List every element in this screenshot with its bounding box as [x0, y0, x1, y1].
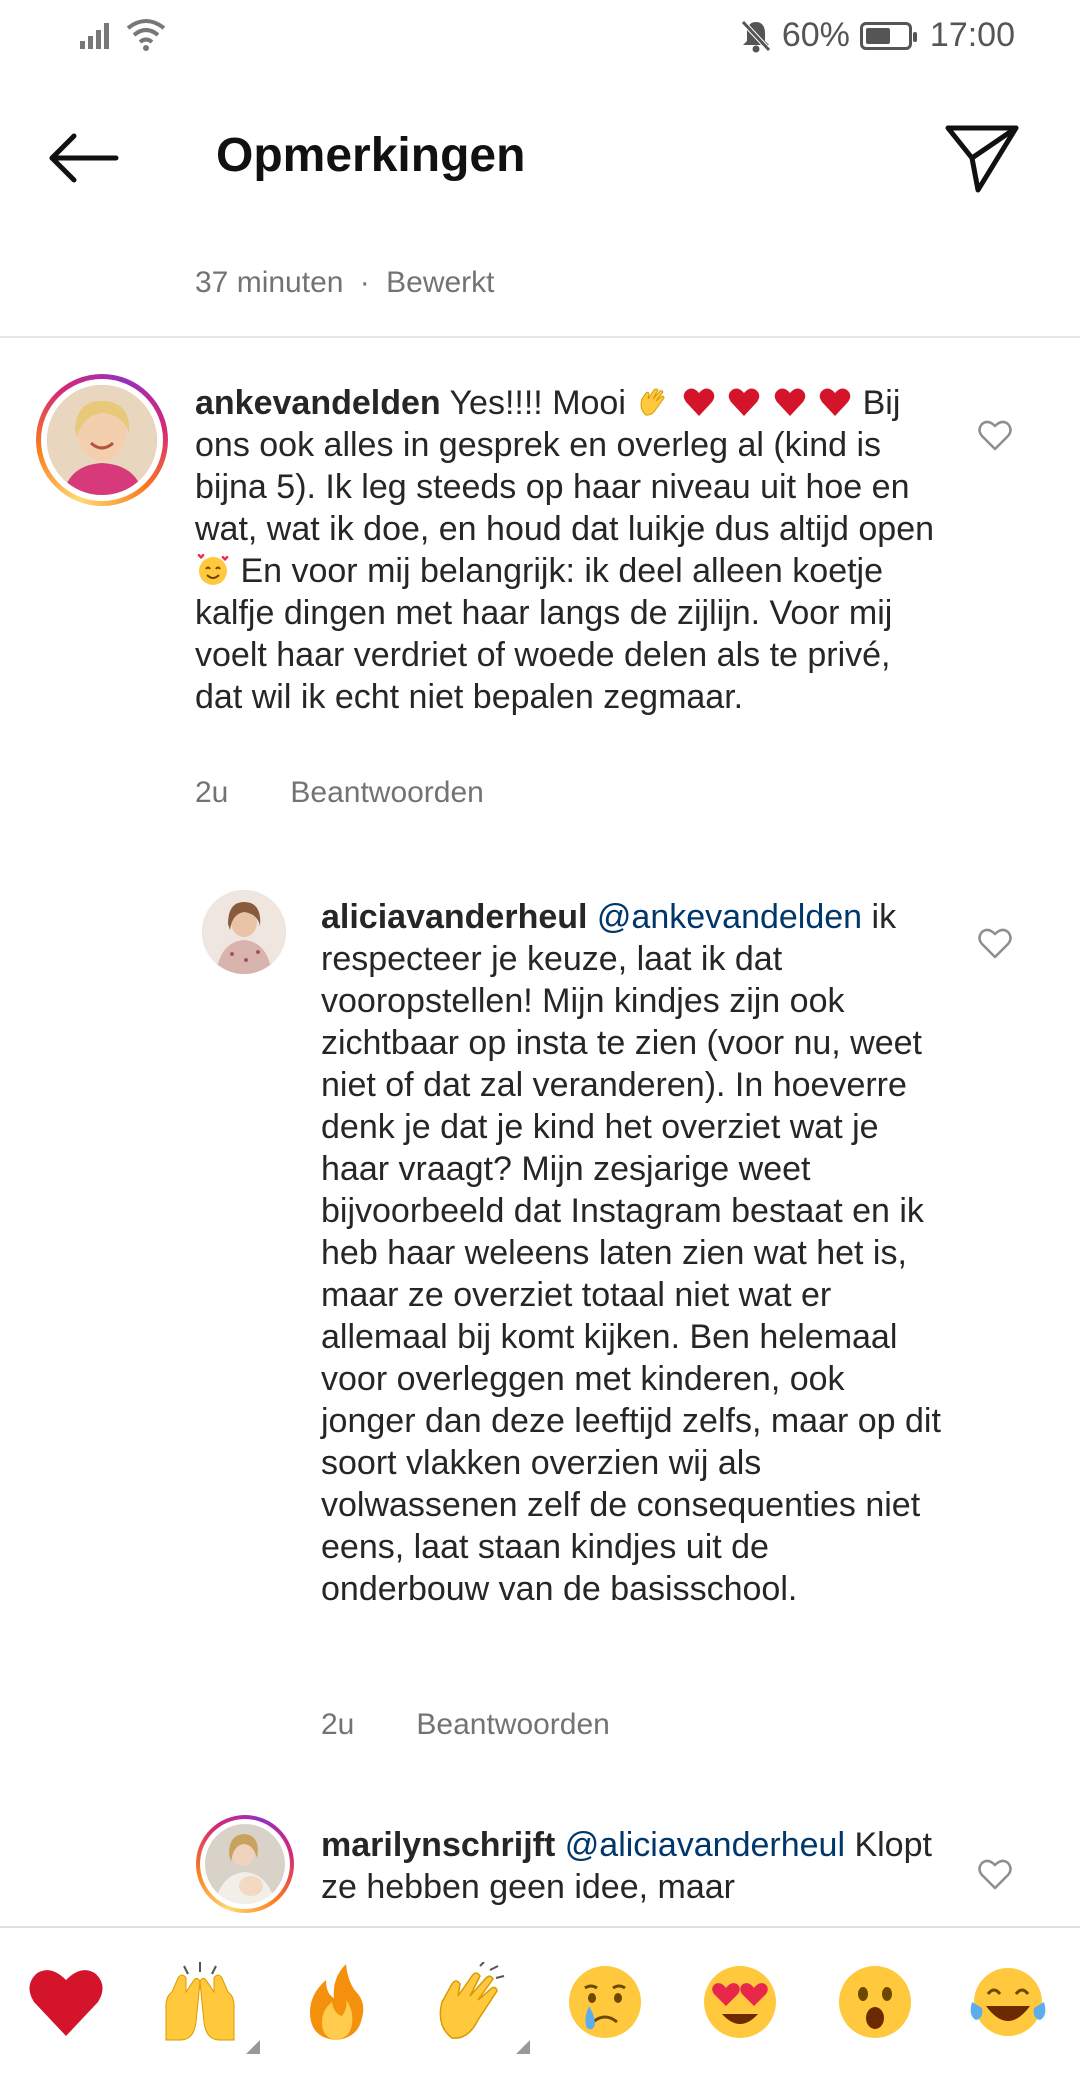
quick-reaction-bar: [0, 1926, 1080, 2095]
smiling-face-with-hearts-icon: [196, 553, 230, 587]
battery-icon: [860, 22, 912, 50]
comment-item: [0, 1815, 1080, 1926]
reply-button[interactable]: Beantwoorden: [290, 776, 484, 809]
red-heart-icon: [682, 385, 716, 419]
clapping-hands-icon: [430, 1962, 510, 2042]
mute-bell-icon: [740, 19, 772, 53]
header: [0, 76, 1080, 246]
profile-photo: [202, 890, 286, 974]
comment-username[interactable]: aliciavanderheul: [321, 898, 588, 936]
comment-text: En voor mij belangrijk: ik deel alleen koetje kalfje dingen met haar langs de zijlijn. Voor mij voelt haar verdriet of woede delen als te privé, dat wil ik echt niet bepalen zegmaar.: [195, 552, 893, 716]
signal-icon: [80, 21, 114, 49]
fire-reaction-icon[interactable]: [296, 1962, 376, 2042]
avatar[interactable]: [36, 374, 168, 506]
like-heart-icon[interactable]: [977, 926, 1013, 960]
comment-text: Bij ons ook alles in gesprek en overleg al (kind is bijna 5). Ik leg steeds op haar niveau uit hoe en wat, wat ik doe, en houd dat luikje dus altijd open: [195, 384, 935, 548]
comment-meta: [195, 776, 484, 810]
comment-body: [195, 382, 935, 718]
surprised-face-reaction-icon[interactable]: [835, 1962, 915, 2042]
profile-photo: [47, 385, 157, 495]
heart-eyes-reaction-icon[interactable]: [700, 1962, 780, 2042]
mention-link[interactable]: @aliciavanderheul: [564, 1826, 845, 1864]
skin-tone-indicator: [516, 2040, 530, 2054]
heart-reaction-icon[interactable]: [26, 1962, 106, 2042]
skin-tone-indicator: [246, 2040, 260, 2054]
comment-text: ik respecteer je keuze, laat ik dat vooropstellen! Mijn kindjes zijn ook zichtbaar op insta te zien (voor nu, weet niet of dat zal veranderen). In hoeverre denk je dat je kind het overziet wat je haar vraagt? Mijn zesjarige weet bijvoorbeeld dat Instagram bestaat en ik heb haar weleens laten zien wat het is, maar ze overziet totaal niet wat er allemaal bij komt kijken. Ben helemaal voor overleggen met kinderen, ook jonger dan deze leeftijd zelfs, maar op dit soort vlakken overzien wij als volwassenen zelf de consequenties niet eens, laat staan kindjes uit de onderbouw van de basisschool.: [321, 898, 941, 1608]
clapping-hands-icon: [636, 385, 670, 419]
laughing-tears-reaction-icon[interactable]: [968, 1962, 1048, 2042]
avatar[interactable]: [202, 890, 286, 974]
red-heart-icon: [773, 385, 807, 419]
comment-text: Klopt ze hebben geen idee, maar: [321, 1826, 932, 1906]
reply-button[interactable]: Beantwoorden: [416, 1708, 610, 1741]
red-heart-icon: [818, 385, 852, 419]
mention-link[interactable]: @ankevandelden: [596, 898, 863, 936]
battery-percentage: 60%: [781, 16, 850, 54]
comment-meta: [321, 1708, 610, 1742]
crying-face-reaction-icon[interactable]: [565, 1962, 645, 2042]
raised-hands-reaction[interactable]: [160, 1962, 240, 2042]
comment-body: [321, 896, 941, 1610]
red-heart-icon: [727, 385, 761, 419]
like-heart-icon[interactable]: [977, 418, 1013, 452]
battery-fill: [866, 28, 890, 44]
back-arrow-icon[interactable]: [46, 130, 120, 186]
caption-separator: ·: [359, 266, 370, 299]
clock: 17:00: [929, 16, 1015, 54]
comment-time: 2u: [321, 1708, 355, 1741]
like-heart-icon[interactable]: [977, 1857, 1013, 1891]
comment-time: 2u: [195, 776, 229, 809]
comment-username[interactable]: marilynschrijft: [321, 1826, 556, 1864]
comment-body: [321, 1824, 941, 1908]
share-send-icon[interactable]: [944, 122, 1020, 194]
comment-text: Yes!!!! Mooi: [449, 384, 626, 422]
wifi-icon: [126, 18, 166, 52]
comment-username[interactable]: ankevandelden: [195, 384, 441, 422]
divider: [0, 336, 1080, 338]
avatar[interactable]: [196, 1815, 294, 1913]
status-bar: [0, 0, 1080, 76]
caption-time: 37 minuten: [195, 266, 344, 299]
caption-meta: [195, 266, 495, 300]
profile-photo: [205, 1824, 285, 1904]
clapping-reaction[interactable]: [430, 1962, 510, 2042]
raised-hands-icon: [160, 1962, 240, 2042]
page-title: Opmerkingen: [216, 129, 526, 182]
caption-edited-label: Bewerkt: [386, 266, 495, 299]
